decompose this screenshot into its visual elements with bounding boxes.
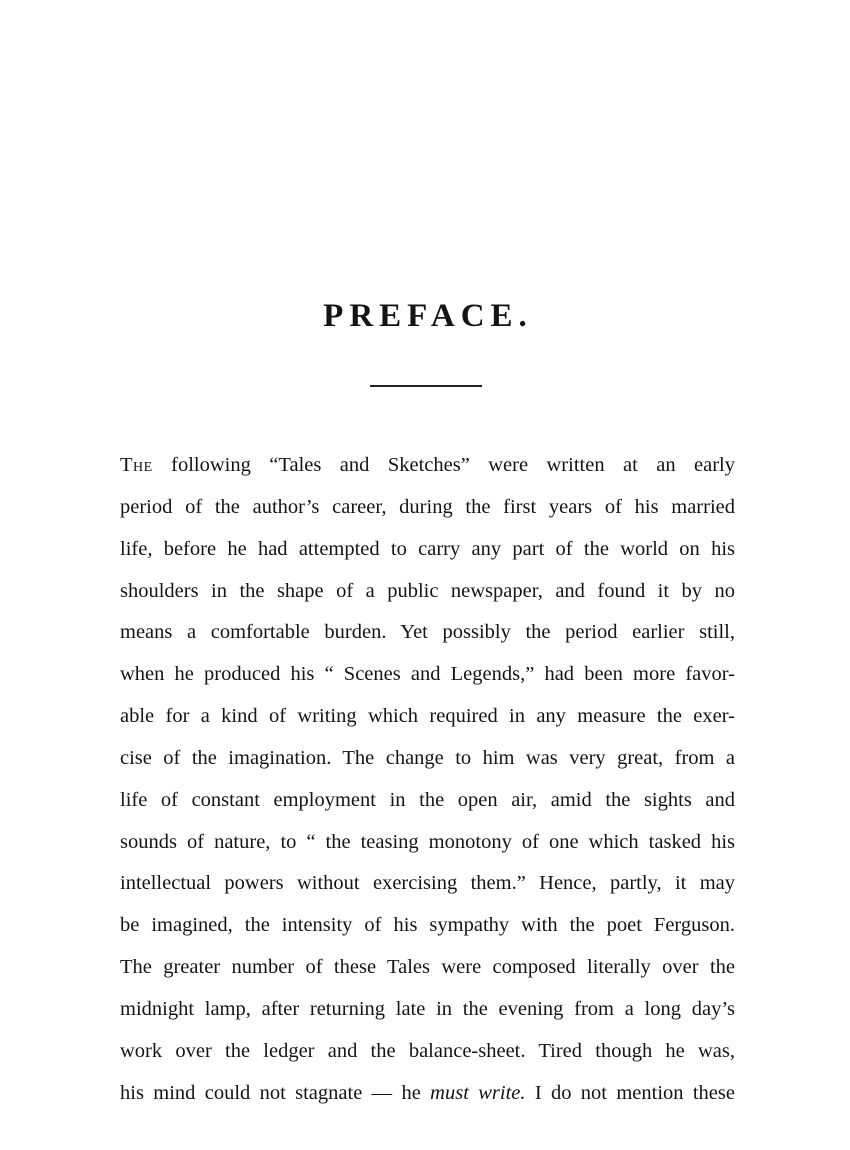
text-line: means a comfortable burden. Yet possibly the period earlier still, xyxy=(120,621,735,644)
text-line: able for a kind of writing which required in any measure the exer- xyxy=(120,705,735,728)
line-text: his mind could not stagnate — he xyxy=(120,1081,431,1104)
text-line: period of the author’s career, during the first years of his married xyxy=(120,495,735,518)
text-line: shoulders in the shape of a public newspaper, and found it by no xyxy=(120,579,735,602)
text-line: intellectual powers without exercising them.” Hence, partly, it may xyxy=(120,872,735,895)
text-line: work over the ledger and the balance-sheet. Tired though he was, xyxy=(120,1039,735,1062)
title-rule xyxy=(370,385,482,387)
text-line: be imagined, the intensity of his sympathy with the poet Ferguson. xyxy=(120,914,735,937)
text-line: cise of the imagination. The change to him was very great, from a xyxy=(120,746,735,769)
emphasized-text: must write. xyxy=(430,1081,526,1104)
text-line xyxy=(120,446,735,488)
page-title: PREFACE. xyxy=(323,298,533,334)
text-line: sounds of nature, to “ the teasing monotony of one which tasked his xyxy=(120,830,735,853)
text-line: when he produced his “ Scenes and Legends,” had been more favor- xyxy=(120,663,735,686)
preface-text xyxy=(120,446,735,1116)
text-line: life of constant employment in the open air, amid the sights and xyxy=(120,788,735,811)
text-line xyxy=(120,1074,735,1116)
line-text: following “Tales and Sketches” were written at an early xyxy=(152,454,735,476)
text-line: The greater number of these Tales were composed literally over the xyxy=(120,956,735,979)
text-line: midnight lamp, after returning late in the evening from a long day’s xyxy=(120,997,735,1020)
text-line: life, before he had attempted to carry any part of the world on his xyxy=(120,537,735,560)
line-text: I do not mention these xyxy=(525,1081,735,1104)
lead-word: The xyxy=(120,454,153,476)
